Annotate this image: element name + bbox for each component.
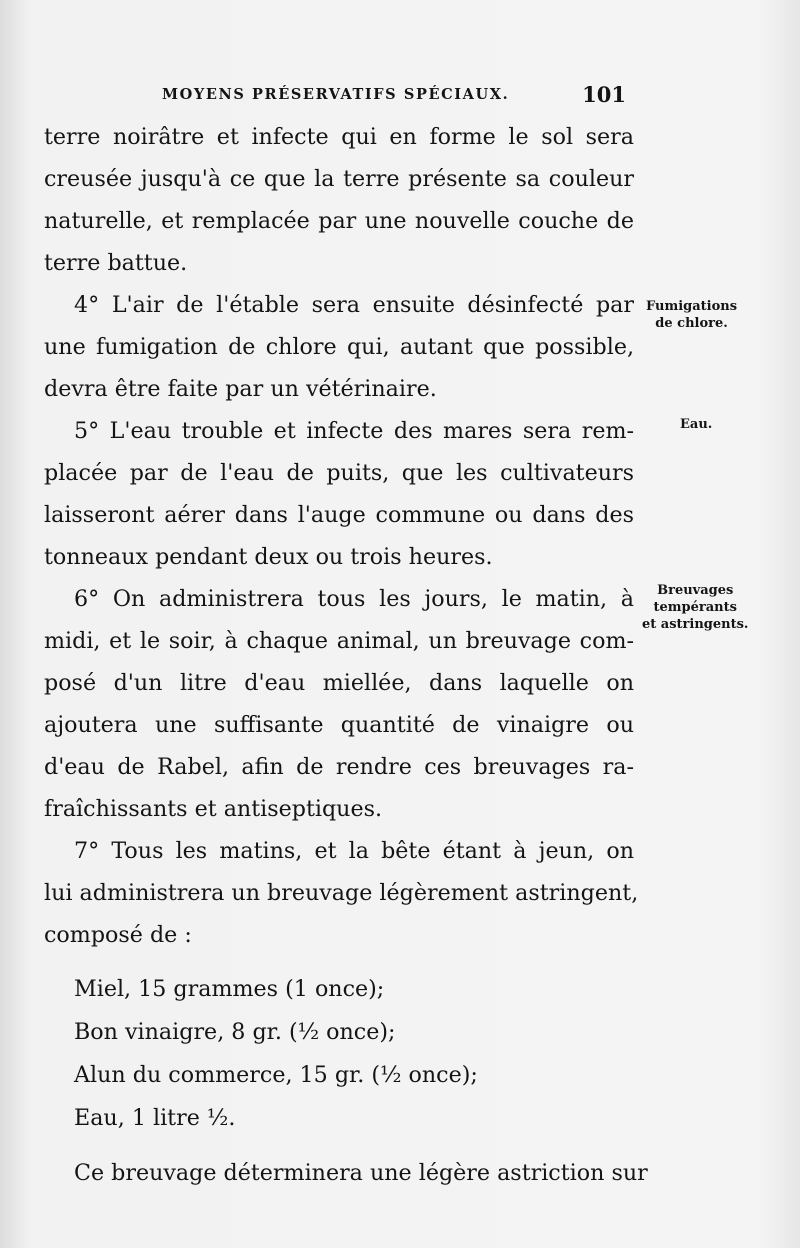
margin-note-breuvages bbox=[642, 582, 748, 633]
paragraph bbox=[44, 284, 634, 410]
paragraph bbox=[44, 410, 634, 578]
margin-note-eau bbox=[680, 416, 712, 433]
margin-note-line: Fumigations bbox=[646, 299, 738, 314]
recipe-item: Miel, 15 grammes (1 once); bbox=[74, 976, 385, 1002]
text-line: 4° L'air de l'étable sera ensuite désinfecté par bbox=[74, 292, 634, 318]
margin-note-fumigations bbox=[646, 298, 737, 332]
text-line: 5° L'eau trouble et infecte des mares sera rem- bbox=[74, 418, 634, 444]
recipe-item: Alun du commerce, 15 gr. (½ once); bbox=[74, 1062, 478, 1088]
text-line: midi, et le soir, à chaque animal, un breuvage com- bbox=[44, 628, 634, 654]
page-number: 101 bbox=[582, 82, 626, 107]
margin-note-line: et astringents. bbox=[642, 617, 749, 632]
text-line: 7° Tous les matins, et la bête étant à jeun, on bbox=[74, 838, 634, 864]
paragraph bbox=[44, 578, 634, 830]
text-line: placée par de l'eau de puits, que les cultivateurs bbox=[44, 460, 634, 486]
text-line: ajoutera une suffisante quantité de vinaigre ou bbox=[44, 712, 634, 738]
recipe-item: Eau, 1 litre ½. bbox=[74, 1105, 236, 1131]
text-line: terre noirâtre et infecte qui en forme le sol sera bbox=[44, 124, 634, 150]
paragraph bbox=[44, 116, 634, 284]
text-line: laisseront aérer dans l'auge commune ou dans des bbox=[44, 502, 634, 528]
text-line: terre battue. bbox=[44, 250, 188, 276]
text-line: tonneaux pendant deux ou trois heures. bbox=[44, 544, 493, 570]
margin-note-line: Breuvages bbox=[657, 583, 734, 598]
running-title: MOYENS PRÉSERVATIFS SPÉCIAUX. bbox=[162, 86, 510, 103]
text-line: 6° On administrera tous les jours, le matin, à bbox=[74, 586, 634, 612]
text-line: fraîchissants et antiseptiques. bbox=[44, 796, 383, 822]
text-line: une fumigation de chlore qui, autant que possible, bbox=[44, 334, 634, 360]
body-text bbox=[44, 116, 648, 1194]
text-line: creusée jusqu'à ce que la terre présente sa couleur bbox=[44, 166, 634, 192]
page-header bbox=[44, 82, 634, 112]
text-line: composé de : bbox=[44, 922, 192, 948]
text-line: d'eau de Rabel, afin de rendre ces breuvages ra- bbox=[44, 754, 634, 780]
margin-note-line: de chlore. bbox=[655, 316, 728, 331]
recipe-list bbox=[44, 968, 634, 1140]
text-line: lui administrera un breuvage légèrement astringent, bbox=[44, 880, 639, 906]
text-line: naturelle, et remplacée par une nouvelle couche de bbox=[44, 208, 634, 234]
text-line: Ce breuvage déterminera une légère astriction sur bbox=[74, 1160, 648, 1186]
margin-note-line: tempérants bbox=[653, 600, 737, 615]
text-line: devra être faite par un vétérinaire. bbox=[44, 376, 437, 402]
margin-note-line: Eau. bbox=[680, 417, 713, 432]
recipe-item: Bon vinaigre, 8 gr. (½ once); bbox=[74, 1019, 396, 1045]
paragraph bbox=[44, 830, 639, 956]
text-line: posé d'un litre d'eau miellée, dans laquelle on bbox=[44, 670, 634, 696]
